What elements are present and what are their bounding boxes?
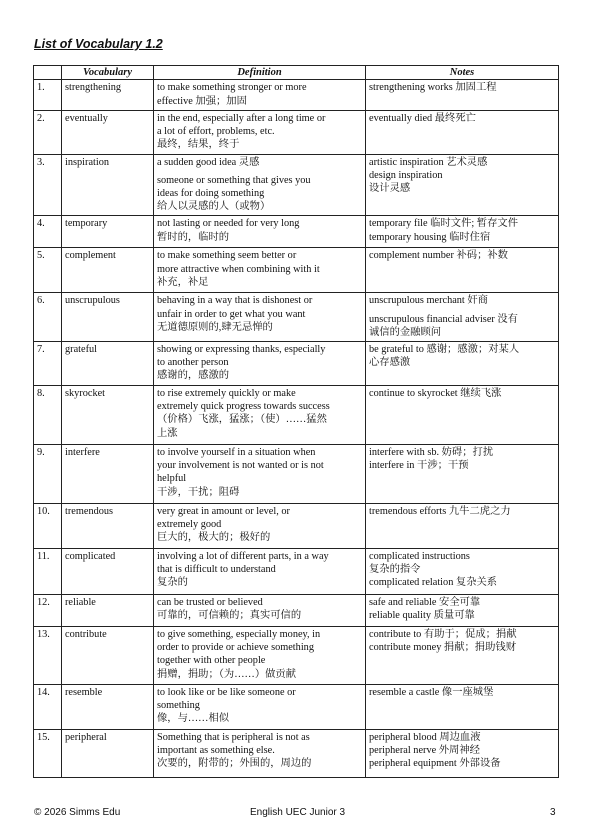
table-row: [34, 548, 559, 594]
table-row: [34, 341, 559, 385]
definition-line: extremely good: [157, 519, 222, 531]
vocab-word: contribute: [62, 626, 154, 684]
definition-line: important as something else.: [157, 745, 275, 757]
definition-line: helpful: [157, 473, 187, 485]
definition-line: to look like or be like someone or: [157, 686, 296, 698]
definition-cell: [154, 626, 366, 684]
note-line: 设计灵感: [369, 183, 411, 195]
definition-line: unfair in order to get what you want: [157, 308, 306, 320]
footer-copyright: © 2026 Simms Edu: [34, 807, 121, 818]
notes-cell: [366, 594, 559, 626]
definition-line: behaving in a way that is dishonest or: [157, 295, 313, 307]
row-number: 14.: [34, 684, 62, 729]
definition-line: to another person: [157, 357, 229, 369]
footer-course: English UEC Junior 3: [250, 807, 346, 818]
row-number: 5.: [34, 248, 62, 293]
note-line: reliable quality 质量可靠: [369, 610, 475, 622]
row-number: 4.: [34, 216, 62, 248]
note-line: 诚信的金融顾问: [369, 326, 442, 338]
definition-line: a lot of effort, problems, etc.: [157, 125, 275, 137]
vocab-word: peripheral: [62, 729, 154, 777]
definition-cell: [154, 684, 366, 729]
vocab-word: reliable: [62, 594, 154, 626]
row-number: 3.: [34, 154, 62, 216]
row-number: 9.: [34, 444, 62, 503]
footer-page-number: 3: [550, 807, 556, 818]
definition-line: Something that is peripheral is not as: [157, 731, 310, 743]
row-number: 13.: [34, 626, 62, 684]
definition-cell: [154, 293, 366, 342]
definition-line: 可靠的，可信赖的；真实可信的: [157, 610, 302, 622]
definition-line: something: [157, 700, 200, 712]
table-header-row: [34, 66, 559, 80]
row-number: 1.: [34, 80, 62, 110]
note-line: contribute money 捐献；捐助钱财: [369, 642, 516, 654]
note-line: contribute to 有助于；促成；捐献: [369, 628, 517, 640]
vocab-word: temporary: [62, 216, 154, 248]
note-line: peripheral blood 周边血液: [369, 731, 481, 743]
definition-line: to make something seem better or: [157, 250, 297, 262]
definition-line: 干涉，干扰；阻碍: [157, 486, 240, 498]
definition-line: a sudden good idea 灵感: [157, 156, 260, 168]
definition-line: in the end, especially after a long time or: [157, 112, 326, 124]
note-line: peripheral equipment 外部设备: [369, 758, 501, 770]
note-line: eventually died 最终死亡: [369, 112, 476, 124]
note-line: 复杂的指令: [369, 564, 421, 576]
definition-cell: [154, 385, 366, 444]
notes-cell: [366, 729, 559, 777]
note-line: strengthening works 加固工程: [369, 82, 497, 94]
row-number: 10.: [34, 503, 62, 548]
definition-line: showing or expressing thanks, especially: [157, 343, 326, 355]
table-row: [34, 216, 559, 248]
notes-cell: [366, 341, 559, 385]
note-line: unscrupulous financial adviser 没有: [369, 313, 518, 325]
note-line: complicated relation 复杂关系: [369, 577, 498, 589]
notes-cell: [366, 80, 559, 110]
definition-line: someone or something that gives you: [157, 174, 311, 186]
vocab-word: eventually: [62, 110, 154, 154]
definition-cell: [154, 80, 366, 110]
definition-line: more attractive when combining with it: [157, 263, 320, 275]
definition-cell: [154, 729, 366, 777]
definition-line: that is difficult to understand: [157, 564, 276, 576]
table-row: [34, 594, 559, 626]
notes-cell: [366, 503, 559, 548]
note-line: interfere with sb. 妨碍；打扰: [369, 446, 494, 458]
definition-cell: [154, 503, 366, 548]
definition-line: very great in amount or level, or: [157, 505, 290, 517]
definition-line: to involve yourself in a situation when: [157, 446, 316, 458]
table-row: [34, 248, 559, 293]
note-line: safe and reliable 安全可靠: [369, 596, 481, 608]
definition-line: 暂时的，临时的: [157, 231, 230, 243]
definition-line: can be trusted or believed: [157, 596, 263, 608]
vocab-word: complicated: [62, 548, 154, 594]
definition-line: 复杂的: [157, 577, 188, 589]
note-line: interfere in 干涉；干预: [369, 460, 469, 472]
vocab-word: inspiration: [62, 154, 154, 216]
vocabulary-table: [33, 65, 559, 778]
table-row: [34, 110, 559, 154]
header-definition: Definition: [154, 66, 366, 80]
table-row: [34, 684, 559, 729]
notes-cell: [366, 548, 559, 594]
vocab-word: skyrocket: [62, 385, 154, 444]
definition-line: effective 加强；加固: [157, 95, 247, 107]
definition-line: your involvement is not wanted or is not: [157, 460, 324, 472]
row-number: 11.: [34, 548, 62, 594]
definition-line: to make something stronger or more: [157, 82, 307, 94]
definition-line: 给人以灵感的人（或物）: [157, 201, 271, 213]
definition-line: to give something, especially money, in: [157, 628, 321, 640]
table-row: [34, 444, 559, 503]
definition-line: together with other people: [157, 655, 266, 667]
page-title: List of Vocabulary 1.2: [34, 37, 163, 51]
notes-cell: [366, 684, 559, 729]
note-line: temporary file 临时文件; 暂存文件: [369, 218, 518, 230]
definition-line: ideas for doing something: [157, 188, 265, 200]
definition-cell: [154, 110, 366, 154]
note-line: design inspiration: [369, 169, 443, 181]
definition-cell: [154, 248, 366, 293]
definition-line: 上涨: [157, 427, 178, 439]
notes-cell: [366, 626, 559, 684]
definition-line: 补充，补足: [157, 276, 209, 288]
row-number: 7.: [34, 341, 62, 385]
notes-cell: [366, 110, 559, 154]
note-line: complicated instructions: [369, 550, 470, 562]
definition-line: to rise extremely quickly or make: [157, 387, 296, 399]
row-number: 12.: [34, 594, 62, 626]
vocab-word: complement: [62, 248, 154, 293]
note-line: artistic inspiration 艺术灵感: [369, 156, 488, 168]
definition-cell: [154, 154, 366, 216]
definition-line: （价格）飞涨，猛涨；（使）……猛然: [157, 414, 327, 426]
vocab-word: unscrupulous: [62, 293, 154, 342]
definition-line: 捐赠，捐助；（为……）做贡献: [157, 668, 297, 680]
header-vocabulary: Vocabulary: [62, 66, 154, 80]
table-row: [34, 729, 559, 777]
definition-line: 巨大的，极大的；极好的: [157, 532, 271, 544]
definition-cell: [154, 548, 366, 594]
notes-cell: [366, 385, 559, 444]
definition-line: 最终，结果，终于: [157, 139, 240, 151]
row-number: 2.: [34, 110, 62, 154]
row-number: 6.: [34, 293, 62, 342]
note-line: continue to skyrocket 继续飞涨: [369, 387, 502, 399]
definition-line: 次要的，附带的；外围的，周边的: [157, 758, 312, 770]
header-number: [34, 66, 62, 80]
notes-cell: [366, 216, 559, 248]
note-line: 心存感激: [369, 357, 411, 369]
vocab-word: strengthening: [62, 80, 154, 110]
note-line: unscrupulous merchant 奸商: [369, 295, 488, 307]
vocab-word: grateful: [62, 341, 154, 385]
note-line: complement number 补码；补数: [369, 250, 508, 262]
table-row: [34, 293, 559, 342]
row-number: 8.: [34, 385, 62, 444]
notes-cell: [366, 293, 559, 342]
table-row: [34, 626, 559, 684]
table-row: [34, 503, 559, 548]
definition-line: involving a lot of different parts, in a way: [157, 550, 329, 562]
definition-cell: [154, 216, 366, 248]
definition-cell: [154, 444, 366, 503]
header-notes: Notes: [366, 66, 559, 80]
definition-cell: [154, 594, 366, 626]
table-row: [34, 80, 559, 110]
definition-line: extremely quick progress towards success: [157, 401, 330, 413]
definition-line: not lasting or needed for very long: [157, 218, 300, 230]
definition-line: 无道德原则的,肆无忌惮的: [157, 321, 273, 333]
note-line: tremendous efforts 九牛二虎之力: [369, 505, 511, 517]
note-line: be grateful to 感谢；感激；对某人: [369, 343, 520, 355]
vocab-word: resemble: [62, 684, 154, 729]
definition-line: 感谢的，感激的: [157, 370, 230, 382]
notes-cell: [366, 154, 559, 216]
definition-line: order to provide or achieve something: [157, 642, 314, 654]
row-number: 15.: [34, 729, 62, 777]
notes-cell: [366, 248, 559, 293]
table-row: [34, 385, 559, 444]
table-row: [34, 154, 559, 216]
note-line: peripheral nerve 外周神经: [369, 745, 480, 757]
vocab-word: interfere: [62, 444, 154, 503]
definition-cell: [154, 341, 366, 385]
note-line: temporary housing 临时住宿: [369, 231, 491, 243]
note-line: resemble a castle 像一座城堡: [369, 686, 494, 698]
vocab-word: tremendous: [62, 503, 154, 548]
notes-cell: [366, 444, 559, 503]
definition-line: 像，与……相似: [157, 713, 230, 725]
